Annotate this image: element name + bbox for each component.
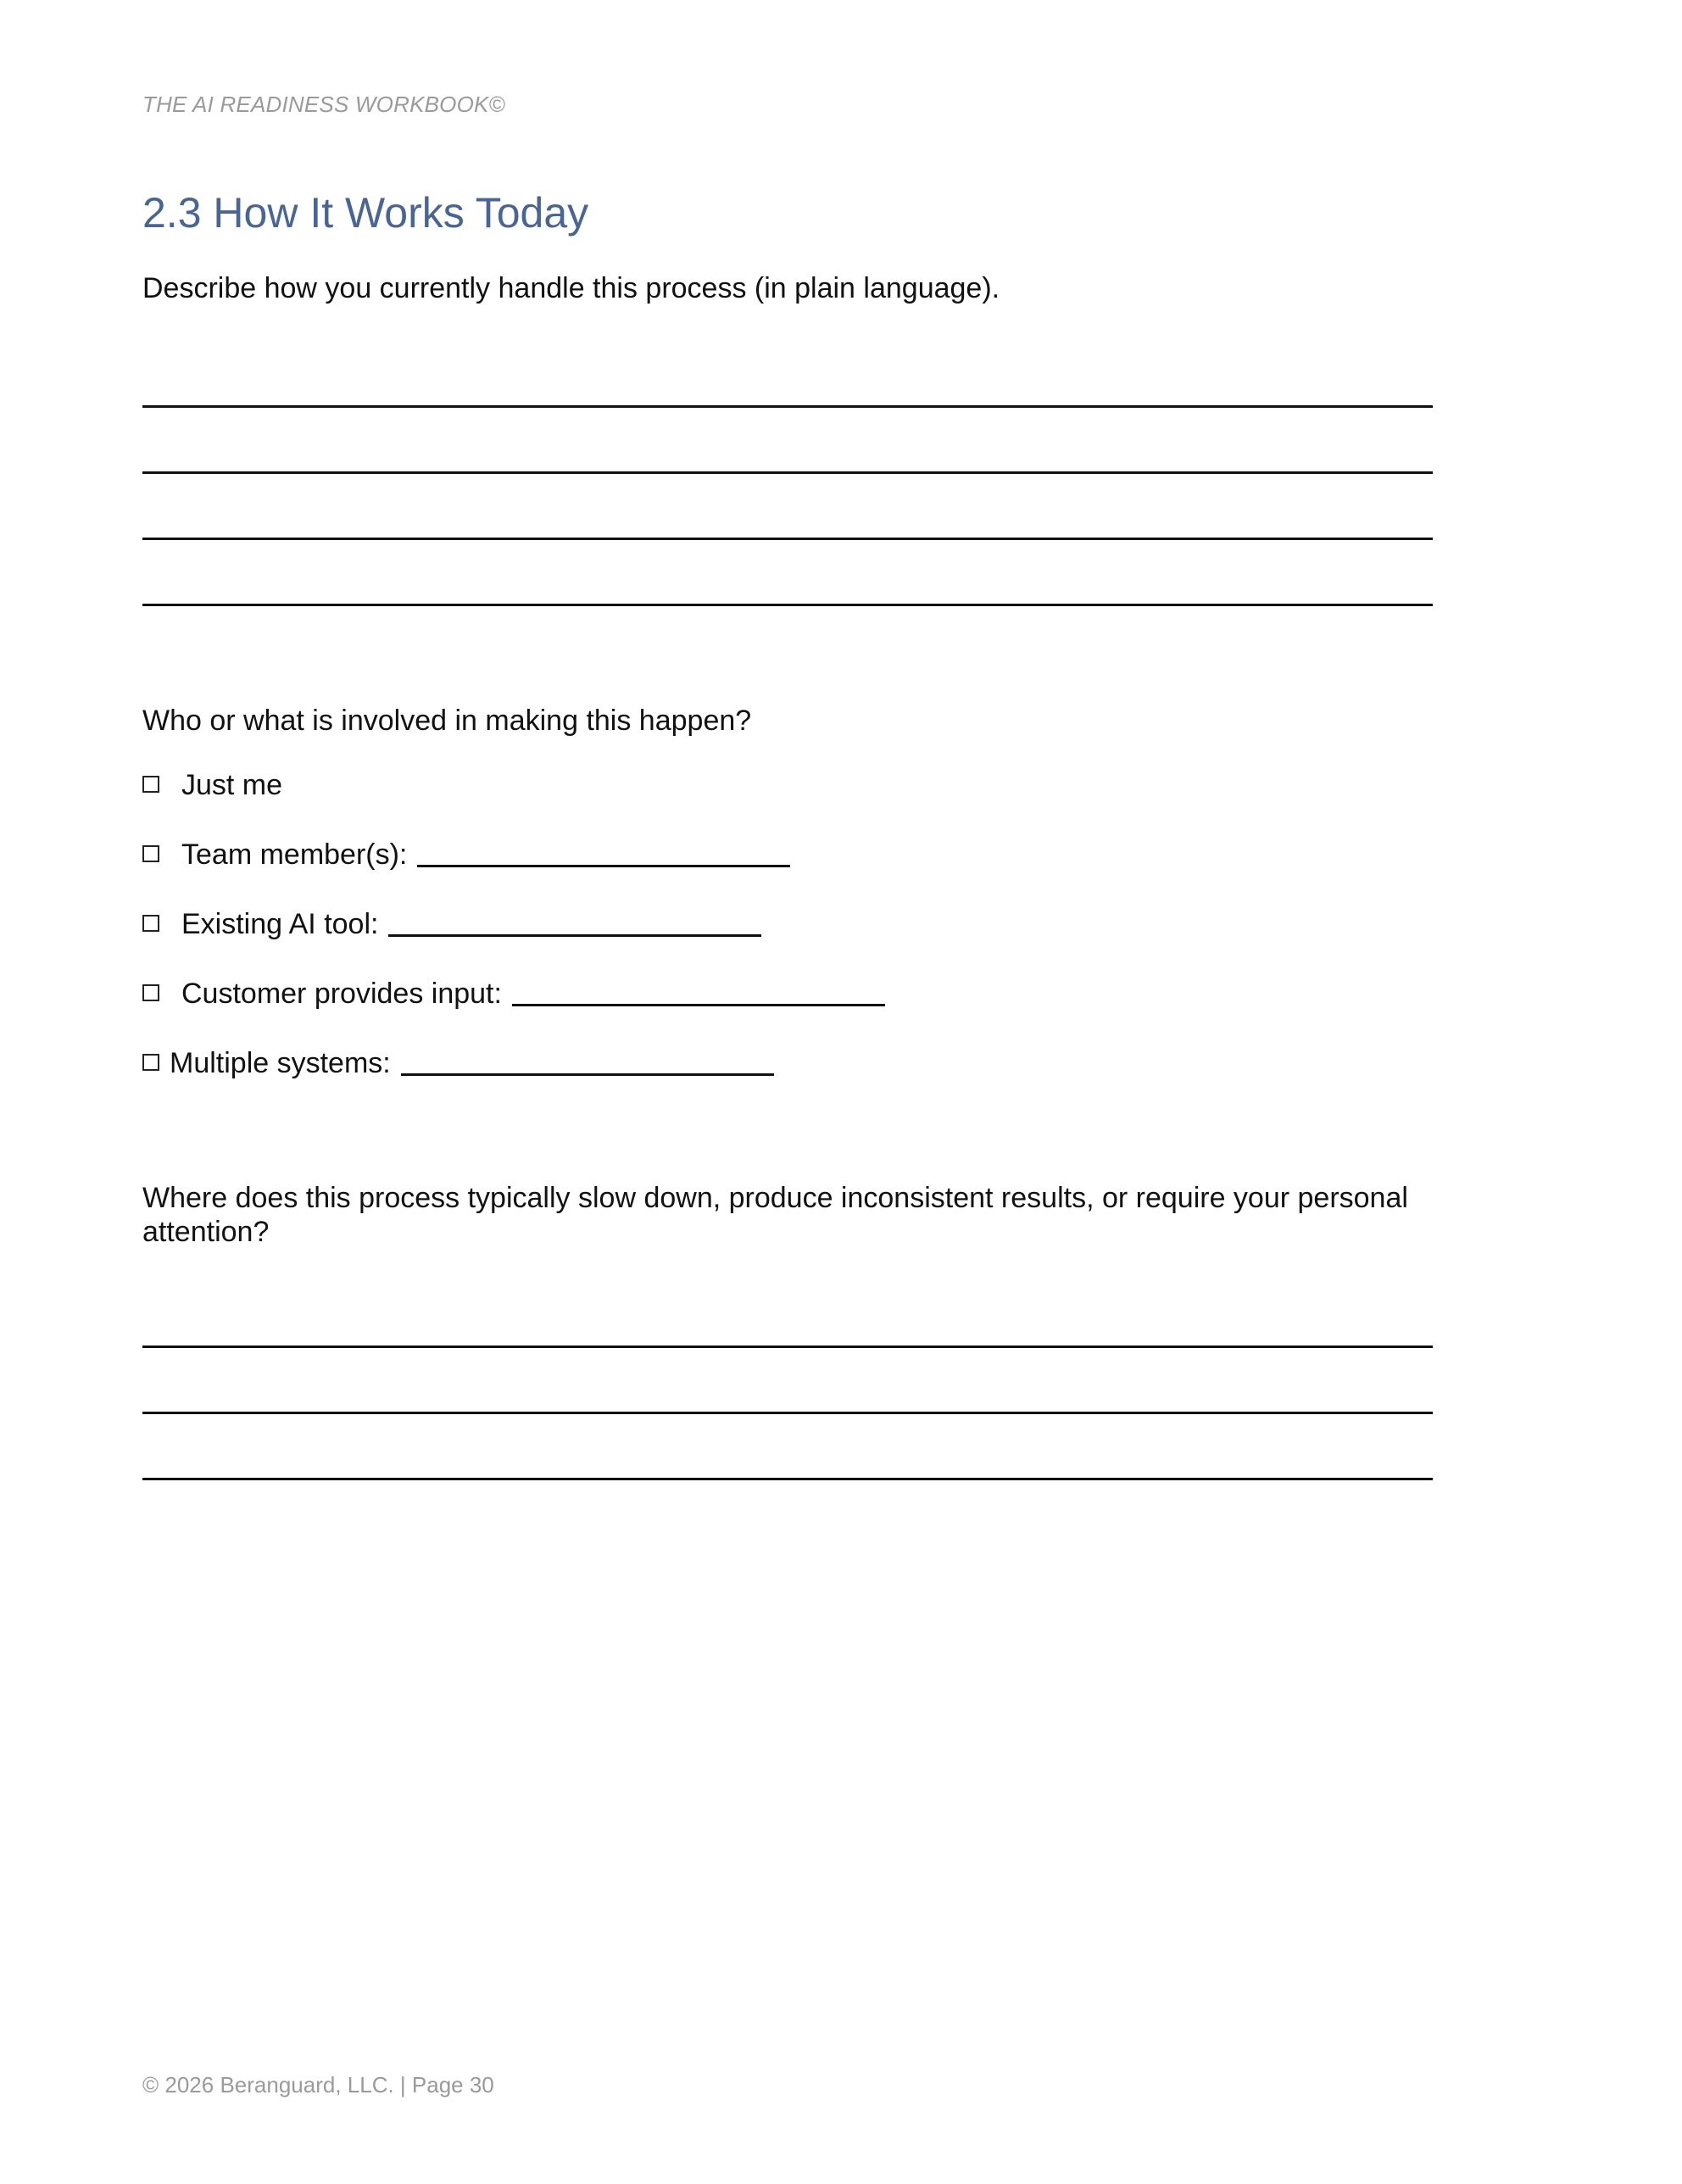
slowdown-answer-line-3[interactable]	[142, 1478, 1433, 1480]
multiple-systems-fill-line[interactable]	[401, 1073, 774, 1076]
option-label: Just me	[181, 769, 283, 801]
section-title: 2.3 How It Works Today	[142, 189, 589, 237]
describe-answer-line-3[interactable]	[142, 538, 1433, 540]
checkbox-icon[interactable]	[142, 776, 159, 793]
describe-answer-line-2[interactable]	[142, 471, 1433, 474]
option-customer-input[interactable]	[142, 977, 885, 1011]
slowdown-prompt: Where does this process typically slow down, produce inconsistent results, or require your personal attention?	[142, 1182, 1408, 1248]
slowdown-answer-line-1[interactable]	[142, 1346, 1433, 1348]
existing-ai-tool-fill-line[interactable]	[388, 934, 761, 937]
option-label: Multiple systems:	[170, 1047, 391, 1079]
involved-prompt: Who or what is involved in making this happen?	[142, 705, 752, 737]
slowdown-answer-line-2[interactable]	[142, 1412, 1433, 1414]
page-footer: © 2026 Beranguard, LLC. | Page 30	[142, 2072, 494, 2098]
option-multiple-systems[interactable]	[142, 1046, 774, 1080]
option-existing-ai-tool[interactable]	[142, 907, 761, 941]
team-members-fill-line[interactable]	[417, 865, 790, 867]
describe-answer-line-1[interactable]	[142, 405, 1433, 408]
describe-prompt: Describe how you currently handle this process (in plain language).	[142, 272, 1000, 304]
running-header: THE AI READINESS WORKBOOK©	[142, 92, 505, 117]
checkbox-icon[interactable]	[142, 915, 159, 932]
option-label: Team member(s):	[181, 838, 408, 871]
option-label: Customer provides input:	[181, 978, 502, 1010]
checkbox-icon[interactable]	[142, 845, 159, 862]
option-label: Existing AI tool:	[181, 908, 379, 940]
customer-input-fill-line[interactable]	[512, 1004, 885, 1006]
option-just-me[interactable]	[142, 768, 282, 802]
checkbox-icon[interactable]	[142, 1054, 159, 1071]
checkbox-icon[interactable]	[142, 984, 159, 1001]
describe-answer-line-4[interactable]	[142, 604, 1433, 606]
option-team-members[interactable]	[142, 838, 790, 872]
